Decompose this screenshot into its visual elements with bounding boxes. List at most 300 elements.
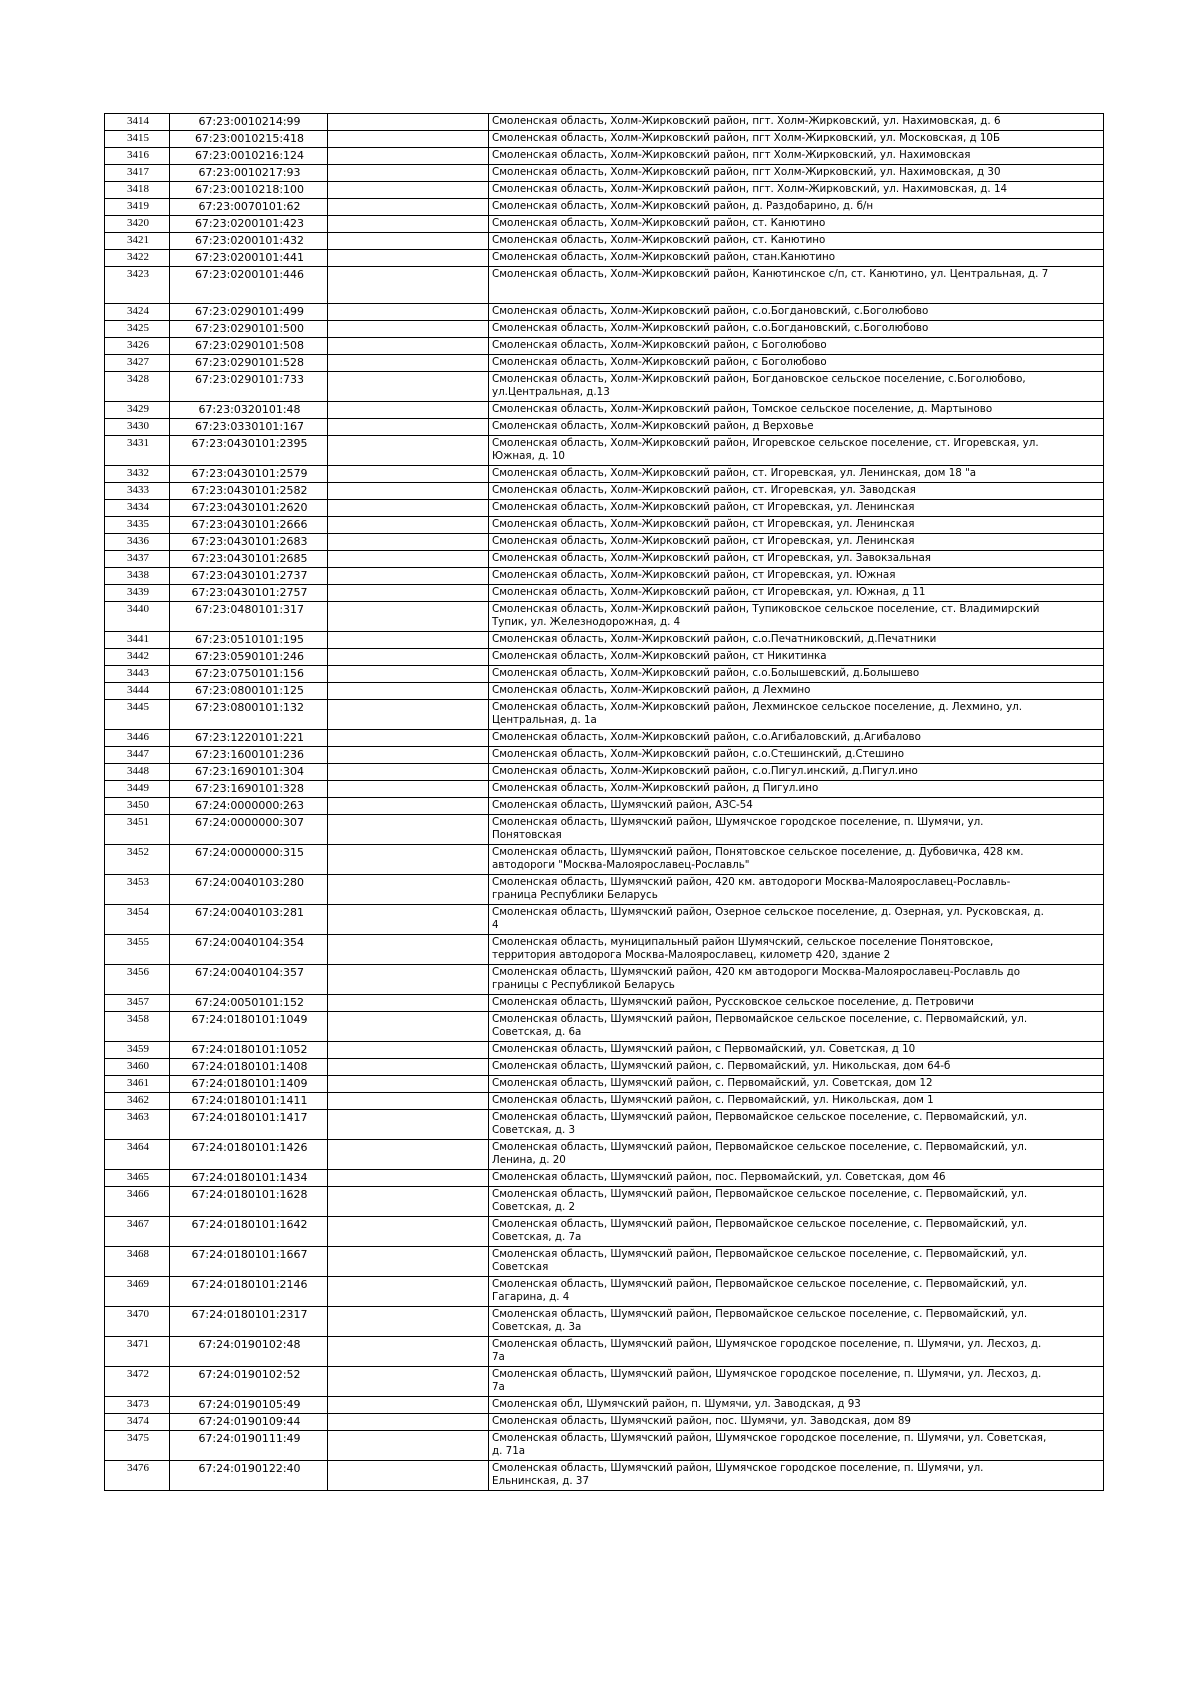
empty-cell bbox=[328, 131, 489, 148]
cadastral-number: 67:23:0430101:2620 bbox=[170, 500, 328, 517]
row-number: 3422 bbox=[105, 250, 170, 267]
table-row bbox=[105, 1110, 1104, 1140]
address-line: Смоленская область, Холм-Жирковский район, пгт. Холм-Жирковский, ул. Нахимовская, д. 6 bbox=[492, 115, 1001, 127]
address-line: Смоленская область, Шумячский район, с Первомайский, ул. Советская, д 10 bbox=[492, 1043, 916, 1055]
row-number: 3428 bbox=[105, 372, 170, 402]
address-cell bbox=[489, 1461, 1104, 1491]
row-number: 3445 bbox=[105, 700, 170, 730]
row-number: 3444 bbox=[105, 683, 170, 700]
cadastral-number: 67:23:0010217:93 bbox=[170, 165, 328, 182]
cadastral-number: 67:24:0040103:280 bbox=[170, 875, 328, 905]
table-row bbox=[105, 1042, 1104, 1059]
address-line: Смоленская область, Шумячский район, Первомайское сельское поселение, с. Первомайский, ул. bbox=[492, 1013, 1028, 1025]
cadastral-number: 67:23:0430101:2683 bbox=[170, 534, 328, 551]
row-number: 3420 bbox=[105, 216, 170, 233]
cadastral-number: 67:23:0290101:508 bbox=[170, 338, 328, 355]
address-line: Смоленская область, Шумячский район, пос. Шумячи, ул. Заводская, дом 89 bbox=[492, 1415, 911, 1427]
address-cell bbox=[489, 483, 1104, 500]
address-line: Южная, д. 10 bbox=[492, 450, 565, 462]
address-line: Смоленская область, Холм-Жирковский район, ст Никитинка bbox=[492, 650, 827, 662]
table-row bbox=[105, 436, 1104, 466]
table-row bbox=[105, 1277, 1104, 1307]
empty-cell bbox=[328, 798, 489, 815]
cadastral-number: 67:24:0180101:1426 bbox=[170, 1140, 328, 1170]
table-row bbox=[105, 730, 1104, 747]
cadastral-number: 67:23:0200101:446 bbox=[170, 267, 328, 304]
address-cell bbox=[489, 764, 1104, 781]
address-line: Советская, д. 2 bbox=[492, 1201, 576, 1213]
cadastral-number: 67:24:0190105:49 bbox=[170, 1397, 328, 1414]
address-line: Смоленская область, Холм-Жирковский район, с.о.Богдановский, с.Боголюбово bbox=[492, 305, 929, 317]
address-cell bbox=[489, 875, 1104, 905]
empty-cell bbox=[328, 1277, 489, 1307]
table-row bbox=[105, 683, 1104, 700]
row-number: 3418 bbox=[105, 182, 170, 199]
address-cell bbox=[489, 199, 1104, 216]
table-row bbox=[105, 905, 1104, 935]
address-line: Ельнинская, д. 37 bbox=[492, 1475, 590, 1487]
address-line: Смоленская область, Холм-Жирковский район, с Боголюбово bbox=[492, 356, 827, 368]
cadastral-number: 67:24:0190109:44 bbox=[170, 1414, 328, 1431]
row-number: 3437 bbox=[105, 551, 170, 568]
empty-cell bbox=[328, 845, 489, 875]
cadastral-number: 67:23:0750101:156 bbox=[170, 666, 328, 683]
row-number: 3446 bbox=[105, 730, 170, 747]
address-line: Смоленская область, Шумячский район, Первомайское сельское поселение, с. Первомайский, ул. bbox=[492, 1111, 1028, 1123]
table-row bbox=[105, 216, 1104, 233]
cadastral-number: 67:23:0510101:195 bbox=[170, 632, 328, 649]
table-row bbox=[105, 747, 1104, 764]
row-number: 3433 bbox=[105, 483, 170, 500]
row-number: 3452 bbox=[105, 845, 170, 875]
cadastral-number: 67:23:0320101:48 bbox=[170, 402, 328, 419]
address-line: Смоленская область, Шумячский район, Шумячское городское поселение, п. Шумячи, ул. bbox=[492, 1462, 984, 1474]
address-cell bbox=[489, 995, 1104, 1012]
cadastral-number: 67:24:0040103:281 bbox=[170, 905, 328, 935]
table-row bbox=[105, 304, 1104, 321]
address-line: Смоленская область, Холм-Жирковский район, с.о.Агибаловский, д.Агибалово bbox=[492, 731, 921, 743]
table-row bbox=[105, 372, 1104, 402]
row-number: 3456 bbox=[105, 965, 170, 995]
table-row bbox=[105, 649, 1104, 666]
empty-cell bbox=[328, 1140, 489, 1170]
empty-cell bbox=[328, 466, 489, 483]
row-number: 3473 bbox=[105, 1397, 170, 1414]
empty-cell bbox=[328, 1414, 489, 1431]
address-cell bbox=[489, 436, 1104, 466]
address-line: Ленина, д. 20 bbox=[492, 1154, 566, 1166]
address-line: Смоленская область, Холм-Жирковский район, ст Игоревская, ул. Ленинская bbox=[492, 518, 915, 530]
records-table-body bbox=[105, 114, 1104, 1491]
cadastral-number: 67:24:0180101:1417 bbox=[170, 1110, 328, 1140]
address-cell bbox=[489, 905, 1104, 935]
row-number: 3460 bbox=[105, 1059, 170, 1076]
address-cell bbox=[489, 730, 1104, 747]
cadastral-number: 67:23:0200101:441 bbox=[170, 250, 328, 267]
empty-cell bbox=[328, 1187, 489, 1217]
address-cell bbox=[489, 781, 1104, 798]
empty-cell bbox=[328, 1337, 489, 1367]
row-number: 3423 bbox=[105, 267, 170, 304]
address-line: Тупик, ул. Железнодорожная, д. 4 bbox=[492, 616, 681, 628]
cadastral-number: 67:23:0290101:528 bbox=[170, 355, 328, 372]
cadastral-number: 67:23:0480101:317 bbox=[170, 602, 328, 632]
empty-cell bbox=[328, 1307, 489, 1337]
address-cell bbox=[489, 585, 1104, 602]
address-cell bbox=[489, 1187, 1104, 1217]
cadastral-number: 67:23:0330101:167 bbox=[170, 419, 328, 436]
address-line: Советская, д. 7а bbox=[492, 1231, 582, 1243]
empty-cell bbox=[328, 632, 489, 649]
cadastral-number: 67:23:0010215:418 bbox=[170, 131, 328, 148]
table-row bbox=[105, 845, 1104, 875]
empty-cell bbox=[328, 666, 489, 683]
address-line: Гагарина, д. 4 bbox=[492, 1291, 570, 1303]
table-row bbox=[105, 233, 1104, 250]
empty-cell bbox=[328, 1093, 489, 1110]
address-line: Смоленская область, Шумячский район, Первомайское сельское поселение, с. Первомайский, ул. bbox=[492, 1278, 1028, 1290]
table-row bbox=[105, 114, 1104, 131]
table-row bbox=[105, 1217, 1104, 1247]
empty-cell bbox=[328, 1367, 489, 1397]
address-line: 4 bbox=[492, 919, 499, 931]
table-row bbox=[105, 355, 1104, 372]
table-row bbox=[105, 1431, 1104, 1461]
row-number: 3430 bbox=[105, 419, 170, 436]
address-cell bbox=[489, 267, 1104, 304]
address-cell bbox=[489, 534, 1104, 551]
address-line: Смоленская область, Шумячский район, Озерное сельское поселение, д. Озерная, ул. Русковская, д. bbox=[492, 906, 1044, 918]
empty-cell bbox=[328, 649, 489, 666]
table-row bbox=[105, 875, 1104, 905]
table-row bbox=[105, 131, 1104, 148]
cadastral-number: 67:23:0430101:2757 bbox=[170, 585, 328, 602]
table-row bbox=[105, 321, 1104, 338]
address-cell bbox=[489, 182, 1104, 199]
row-number: 3424 bbox=[105, 304, 170, 321]
empty-cell bbox=[328, 114, 489, 131]
address-cell bbox=[489, 1277, 1104, 1307]
row-number: 3465 bbox=[105, 1170, 170, 1187]
address-cell bbox=[489, 1414, 1104, 1431]
cadastral-number: 67:24:0180101:1409 bbox=[170, 1076, 328, 1093]
cadastral-number: 67:24:0040104:357 bbox=[170, 965, 328, 995]
address-cell bbox=[489, 965, 1104, 995]
table-row bbox=[105, 551, 1104, 568]
empty-cell bbox=[328, 436, 489, 466]
address-line: границы с Республикой Беларусь bbox=[492, 979, 675, 991]
address-line: Смоленская область, Холм-Жирковский район, ст Игоревская, ул. Завокзальная bbox=[492, 552, 931, 564]
cadastral-number: 67:24:0180101:1642 bbox=[170, 1217, 328, 1247]
table-row bbox=[105, 995, 1104, 1012]
address-line: Смоленская область, Холм-Жирковский район, ст. Канютино bbox=[492, 234, 826, 246]
row-number: 3436 bbox=[105, 534, 170, 551]
cadastral-number: 67:23:1600101:236 bbox=[170, 747, 328, 764]
address-cell bbox=[489, 568, 1104, 585]
cadastral-number: 67:24:0190111:49 bbox=[170, 1431, 328, 1461]
address-line: Смоленская область, Холм-Жирковский район, с.о.Пигул.инский, д.Пигул.ино bbox=[492, 765, 918, 777]
row-number: 3461 bbox=[105, 1076, 170, 1093]
empty-cell bbox=[328, 1170, 489, 1187]
cadastral-number: 67:24:0180101:1052 bbox=[170, 1042, 328, 1059]
table-row bbox=[105, 1140, 1104, 1170]
empty-cell bbox=[328, 585, 489, 602]
row-number: 3425 bbox=[105, 321, 170, 338]
address-cell bbox=[489, 355, 1104, 372]
address-cell bbox=[489, 1397, 1104, 1414]
cadastral-number: 67:23:0590101:246 bbox=[170, 649, 328, 666]
address-line: Смоленская область, Шумячский район, пос. Первомайский, ул. Советская, дом 46 bbox=[492, 1171, 946, 1183]
table-row bbox=[105, 700, 1104, 730]
row-number: 3435 bbox=[105, 517, 170, 534]
row-number: 3448 bbox=[105, 764, 170, 781]
cadastral-number: 67:23:0430101:2685 bbox=[170, 551, 328, 568]
cadastral-number: 67:24:0180101:1408 bbox=[170, 1059, 328, 1076]
row-number: 3455 bbox=[105, 935, 170, 965]
address-cell bbox=[489, 798, 1104, 815]
table-row bbox=[105, 798, 1104, 815]
row-number: 3449 bbox=[105, 781, 170, 798]
table-row bbox=[105, 148, 1104, 165]
table-row bbox=[105, 1337, 1104, 1367]
empty-cell bbox=[328, 216, 489, 233]
cadastral-number: 67:23:0800101:125 bbox=[170, 683, 328, 700]
address-line: Советская, д. 3а bbox=[492, 1321, 582, 1333]
row-number: 3463 bbox=[105, 1110, 170, 1140]
cadastral-number: 67:24:0180101:1049 bbox=[170, 1012, 328, 1042]
empty-cell bbox=[328, 815, 489, 845]
table-row bbox=[105, 585, 1104, 602]
address-cell bbox=[489, 402, 1104, 419]
row-number: 3476 bbox=[105, 1461, 170, 1491]
address-cell bbox=[489, 649, 1104, 666]
cadastral-number: 67:23:0010216:124 bbox=[170, 148, 328, 165]
row-number: 3462 bbox=[105, 1093, 170, 1110]
table-row bbox=[105, 1414, 1104, 1431]
row-number: 3414 bbox=[105, 114, 170, 131]
cadastral-number: 67:23:0290101:499 bbox=[170, 304, 328, 321]
address-cell bbox=[489, 1367, 1104, 1397]
address-line: Смоленская область, Шумячский район, Шумячское городское поселение, п. Шумячи, ул. Лесхоз, д. bbox=[492, 1368, 1042, 1380]
address-line: Смоленская область, Холм-Жирковский район, пгт. Холм-Жирковский, ул. Нахимовская, д. 14 bbox=[492, 183, 1008, 195]
address-cell bbox=[489, 1170, 1104, 1187]
row-number: 3451 bbox=[105, 815, 170, 845]
cadastral-number: 67:23:0200101:423 bbox=[170, 216, 328, 233]
empty-cell bbox=[328, 1012, 489, 1042]
empty-cell bbox=[328, 1042, 489, 1059]
address-line: граница Республики Беларусь bbox=[492, 889, 658, 901]
address-line: Смоленская область, Шумячский район, Первомайское сельское поселение, с. Первомайский, ул. bbox=[492, 1218, 1028, 1230]
table-row bbox=[105, 568, 1104, 585]
address-line: Смоленская область, Холм-Жирковский район, стан.Канютино bbox=[492, 251, 836, 263]
address-cell bbox=[489, 683, 1104, 700]
row-number: 3470 bbox=[105, 1307, 170, 1337]
address-line: Смоленская область, Холм-Жирковский район, ст Игоревская, ул. Южная, д 11 bbox=[492, 586, 926, 598]
empty-cell bbox=[328, 500, 489, 517]
address-line: территория автодорога Москва-Малоярославец, километр 420, здание 2 bbox=[492, 949, 891, 961]
empty-cell bbox=[328, 551, 489, 568]
cadastral-number: 67:23:0430101:2579 bbox=[170, 466, 328, 483]
address-line: Советская, д. 6а bbox=[492, 1026, 582, 1038]
empty-cell bbox=[328, 517, 489, 534]
address-line: Советская bbox=[492, 1261, 549, 1273]
row-number: 3458 bbox=[105, 1012, 170, 1042]
cadastral-number: 67:24:0190102:48 bbox=[170, 1337, 328, 1367]
address-line: Смоленская область, Холм-Жирковский район, д Пигул.ино bbox=[492, 782, 819, 794]
address-line: Смоленская область, Шумячский район, с. Первомайский, ул. Никольская, дом 1 bbox=[492, 1094, 934, 1106]
address-line: Смоленская область, Холм-Жирковский район, ст. Игоревская, ул. Ленинская, дом 18 "а bbox=[492, 467, 977, 479]
address-cell bbox=[489, 304, 1104, 321]
address-line: Смоленская область, Шумячский район, Понятовское сельское поселение, д. Дубовичка, 428 км. bbox=[492, 846, 1024, 858]
address-cell bbox=[489, 700, 1104, 730]
row-number: 3438 bbox=[105, 568, 170, 585]
address-cell bbox=[489, 1217, 1104, 1247]
address-line: Смоленская область, Шумячский район, Руссковское сельское поселение, д. Петровичи bbox=[492, 996, 974, 1008]
address-line: Смоленская область, Холм-Жирковский район, Богдановское сельское поселение, с.Боголюбово, bbox=[492, 373, 1026, 385]
empty-cell bbox=[328, 700, 489, 730]
table-row bbox=[105, 602, 1104, 632]
empty-cell bbox=[328, 199, 489, 216]
empty-cell bbox=[328, 965, 489, 995]
table-row bbox=[105, 935, 1104, 965]
empty-cell bbox=[328, 935, 489, 965]
row-number: 3434 bbox=[105, 500, 170, 517]
empty-cell bbox=[328, 683, 489, 700]
address-cell bbox=[489, 747, 1104, 764]
row-number: 3427 bbox=[105, 355, 170, 372]
address-cell bbox=[489, 216, 1104, 233]
table-row bbox=[105, 1059, 1104, 1076]
address-cell bbox=[489, 602, 1104, 632]
row-number: 3474 bbox=[105, 1414, 170, 1431]
table-row bbox=[105, 1307, 1104, 1337]
table-row bbox=[105, 199, 1104, 216]
cadastral-number: 67:24:0180101:1434 bbox=[170, 1170, 328, 1187]
address-line: Смоленская область, Холм-Жирковский район, с.о.Печатниковский, д.Печатники bbox=[492, 633, 937, 645]
address-line: Смоленская область, Холм-Жирковский район, д Лехмино bbox=[492, 684, 811, 696]
row-number: 3457 bbox=[105, 995, 170, 1012]
address-line: автодороги "Москва-Малоярославец-Рославль" bbox=[492, 859, 750, 871]
cadastral-number: 67:24:0000000:307 bbox=[170, 815, 328, 845]
table-row bbox=[105, 483, 1104, 500]
empty-cell bbox=[328, 483, 489, 500]
empty-cell bbox=[328, 1247, 489, 1277]
cadastral-number: 67:23:0290101:733 bbox=[170, 372, 328, 402]
cadastral-number: 67:24:0180101:2317 bbox=[170, 1307, 328, 1337]
cadastral-number: 67:23:0010218:100 bbox=[170, 182, 328, 199]
row-number: 3453 bbox=[105, 875, 170, 905]
empty-cell bbox=[328, 568, 489, 585]
table-row bbox=[105, 267, 1104, 304]
address-cell bbox=[489, 372, 1104, 402]
row-number: 3471 bbox=[105, 1337, 170, 1367]
table-row bbox=[105, 1076, 1104, 1093]
cadastral-number: 67:24:0180101:1667 bbox=[170, 1247, 328, 1277]
address-cell bbox=[489, 632, 1104, 649]
table-row bbox=[105, 250, 1104, 267]
table-row bbox=[105, 165, 1104, 182]
address-line: Смоленская область, Холм-Жирковский район, ст. Игоревская, ул. Заводская bbox=[492, 484, 916, 496]
table-row bbox=[105, 632, 1104, 649]
empty-cell bbox=[328, 781, 489, 798]
address-cell bbox=[489, 666, 1104, 683]
table-row bbox=[105, 1397, 1104, 1414]
empty-cell bbox=[328, 304, 489, 321]
address-cell bbox=[489, 148, 1104, 165]
address-cell bbox=[489, 114, 1104, 131]
row-number: 3450 bbox=[105, 798, 170, 815]
row-number: 3466 bbox=[105, 1187, 170, 1217]
row-number: 3475 bbox=[105, 1431, 170, 1461]
cadastral-number: 67:23:0430101:2737 bbox=[170, 568, 328, 585]
address-line: Смоленская область, Холм-Жирковский район, д. Раздобарино, д. б/н bbox=[492, 200, 874, 212]
address-line: Понятовская bbox=[492, 829, 562, 841]
address-cell bbox=[489, 815, 1104, 845]
table-row bbox=[105, 338, 1104, 355]
row-number: 3454 bbox=[105, 905, 170, 935]
address-line: Смоленская область, Холм-Жирковский район, с.о.Стешинский, д.Стешино bbox=[492, 748, 905, 760]
address-cell bbox=[489, 165, 1104, 182]
row-number: 3443 bbox=[105, 666, 170, 683]
empty-cell bbox=[328, 1059, 489, 1076]
empty-cell bbox=[328, 730, 489, 747]
table-row bbox=[105, 1187, 1104, 1217]
cadastral-number: 67:23:0070101:62 bbox=[170, 199, 328, 216]
address-line: Смоленская область, Холм-Жирковский район, с.о.Богдановский, с.Боголюбово bbox=[492, 322, 929, 334]
address-line: ул.Центральная, д.13 bbox=[492, 386, 610, 398]
row-number: 3447 bbox=[105, 747, 170, 764]
address-cell bbox=[489, 233, 1104, 250]
table-row bbox=[105, 1367, 1104, 1397]
cadastral-number: 67:23:0010214:99 bbox=[170, 114, 328, 131]
address-cell bbox=[489, 131, 1104, 148]
empty-cell bbox=[328, 372, 489, 402]
address-line: Центральная, д. 1а bbox=[492, 714, 597, 726]
table-row bbox=[105, 419, 1104, 436]
row-number: 3426 bbox=[105, 338, 170, 355]
address-line: Смоленская область, Холм-Жирковский район, Лехминское сельское поселение, д. Лехмино, ул. bbox=[492, 701, 1023, 713]
cadastral-number: 67:23:0800101:132 bbox=[170, 700, 328, 730]
cadastral-number: 67:24:0180101:2146 bbox=[170, 1277, 328, 1307]
address-line: Смоленская область, Холм-Жирковский район, с Боголюбово bbox=[492, 339, 827, 351]
empty-cell bbox=[328, 534, 489, 551]
cadastral-number: 67:23:0430101:2582 bbox=[170, 483, 328, 500]
empty-cell bbox=[328, 402, 489, 419]
cadastral-number: 67:24:0040104:354 bbox=[170, 935, 328, 965]
row-number: 3415 bbox=[105, 131, 170, 148]
table-row bbox=[105, 781, 1104, 798]
empty-cell bbox=[328, 905, 489, 935]
row-number: 3440 bbox=[105, 602, 170, 632]
table-row bbox=[105, 1461, 1104, 1491]
table-row bbox=[105, 764, 1104, 781]
table-row bbox=[105, 1247, 1104, 1277]
address-cell bbox=[489, 1059, 1104, 1076]
address-cell bbox=[489, 1337, 1104, 1367]
address-line: 7а bbox=[492, 1381, 505, 1393]
address-cell bbox=[489, 419, 1104, 436]
table-row bbox=[105, 182, 1104, 199]
empty-cell bbox=[328, 1217, 489, 1247]
empty-cell bbox=[328, 338, 489, 355]
address-cell bbox=[489, 935, 1104, 965]
cadastral-number: 67:23:1690101:328 bbox=[170, 781, 328, 798]
address-cell bbox=[489, 517, 1104, 534]
empty-cell bbox=[328, 1431, 489, 1461]
cadastral-number: 67:23:0430101:2666 bbox=[170, 517, 328, 534]
address-cell bbox=[489, 1140, 1104, 1170]
address-line: Смоленская область, Холм-Жирковский район, с.о.Болышевский, д.Болышево bbox=[492, 667, 920, 679]
